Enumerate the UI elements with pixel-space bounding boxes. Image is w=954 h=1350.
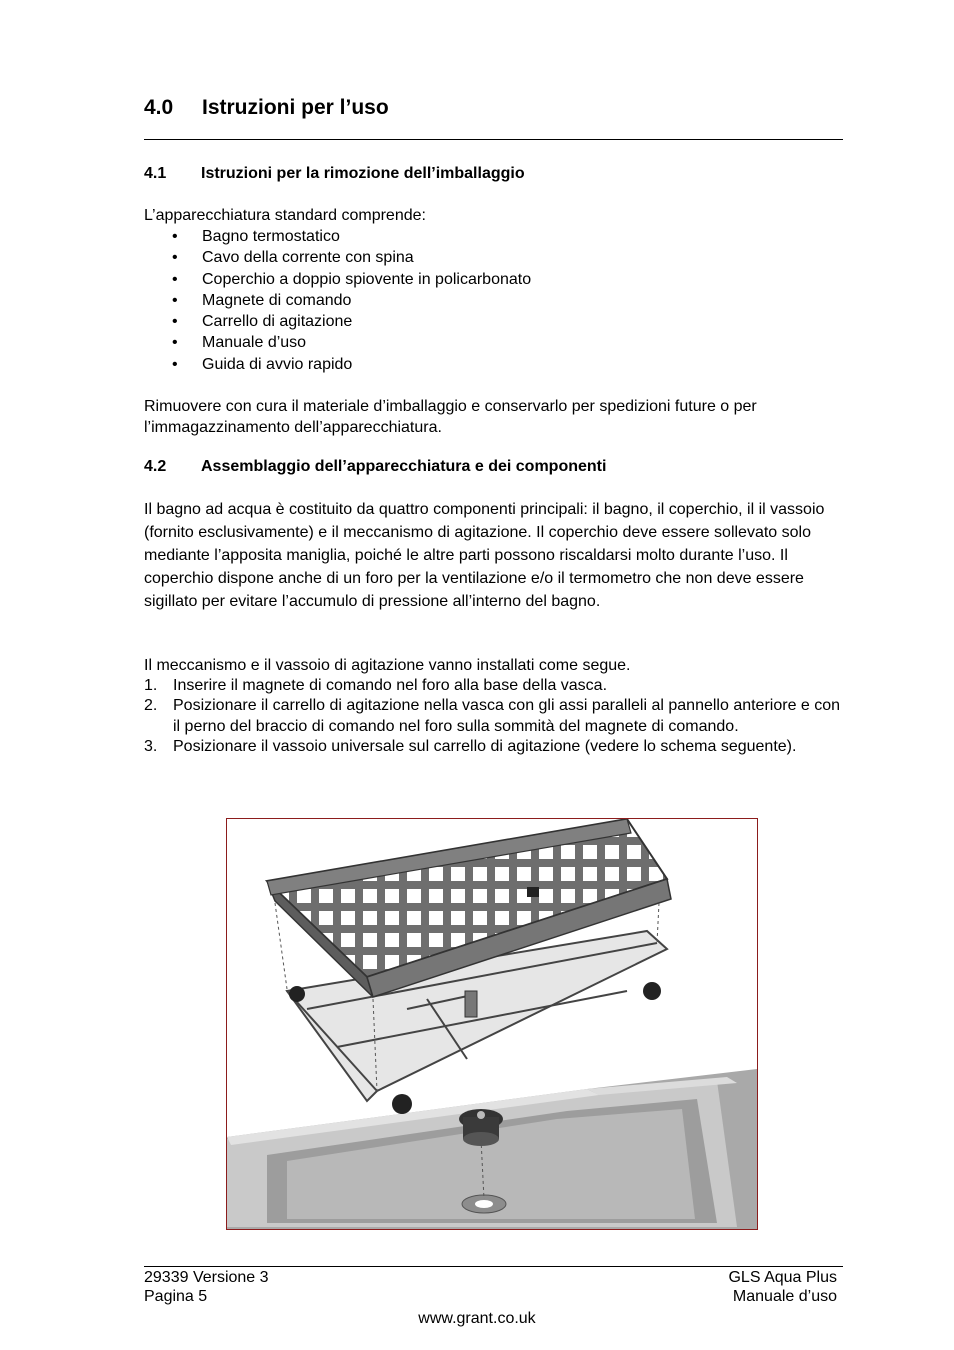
- footer-rule: [144, 1266, 843, 1267]
- list-item: [144, 737, 844, 757]
- footer-left: [144, 1268, 269, 1306]
- step-text: Posizionare il vassoio universale sul carrello di agitazione (vedere lo schema seguente).: [173, 738, 797, 756]
- list-item: [144, 676, 844, 696]
- heading-rule: [144, 139, 843, 140]
- step-number: 1.: [144, 677, 158, 694]
- subsection-heading-4-2: [144, 458, 606, 476]
- step-text: Posizionare il carrello di agitazione nella vasca con gli assi paralleli al pannello anteriore e con il perno del braccio di comando nel foro sulla sommità del magnete di comando.: [173, 697, 841, 735]
- equipment-intro: L’apparecchiatura standard comprende:: [144, 207, 426, 224]
- assembly-illustration: [227, 819, 757, 1229]
- list-item: • Magnete di comando: [170, 290, 531, 311]
- list-item: • Coperchio a doppio spiovente in policarbonato: [170, 269, 531, 290]
- components-paragraph: Il bagno ad acqua è costituito da quattro componenti principali: il bagno, il coperchio, il il vassoio (fornito esclusivamente) e il meccanismo di agitazione. Il coperchio deve essere sollevato solo mediante l’apposita maniglia, poiché le altre parti possono riscaldarsi molto durante l’uso. Il coperchio dispone anche di un foro per la ventilazione e/o il termometro che non deve essere sigillato per evitare l’accumulo di pressione all’interno del bagno.: [144, 501, 825, 610]
- product-name: GLS Aqua Plus: [728, 1269, 837, 1286]
- doc-version: 29339 Versione 3: [144, 1269, 269, 1286]
- list-item: • Bagno termostatico: [170, 226, 531, 247]
- step-number: 2.: [144, 697, 158, 715]
- list-item: • Cavo della corrente con spina: [170, 247, 531, 268]
- subsection-title: Assemblaggio dell’apparecchiatura e dei componenti: [201, 458, 607, 475]
- assembly-figure: [226, 818, 758, 1230]
- list-item: • Guida di avvio rapido: [170, 354, 531, 375]
- equipment-list: [170, 226, 531, 375]
- install-steps: [144, 676, 844, 758]
- section-number: 4.0: [144, 96, 174, 119]
- subsection-title: Istruzioni per la rimozione dell’imballaggio: [201, 165, 525, 182]
- water-bath-tank: [227, 1069, 757, 1229]
- footer-right: [728, 1268, 837, 1306]
- section-title: Istruzioni per l’uso: [202, 96, 389, 119]
- website-link[interactable]: www.grant.co.uk: [418, 1310, 536, 1327]
- list-item: [144, 696, 844, 737]
- list-item: • Carrello di agitazione: [170, 311, 531, 332]
- subsection-number: 4.1: [144, 165, 167, 182]
- packaging-note: Rimuovere con cura il materiale d’imballaggio e conservarlo per spedizioni future o per l’immagazzinamento dell’apparecchiatura.: [144, 398, 757, 436]
- step-text: Inserire il magnete di comando nel foro alla base della vasca.: [173, 677, 608, 694]
- section-heading: [144, 96, 389, 120]
- list-item: • Manuale d’uso: [170, 332, 531, 353]
- subsection-number: 4.2: [144, 458, 167, 475]
- step-number: 3.: [144, 738, 158, 756]
- install-intro: Il meccanismo e il vassoio di agitazione vanno installati come segue.: [144, 657, 631, 674]
- page-number: Pagina 5: [144, 1288, 208, 1305]
- subsection-heading-4-1: [144, 165, 525, 183]
- manual-name: Manuale d’uso: [732, 1288, 837, 1305]
